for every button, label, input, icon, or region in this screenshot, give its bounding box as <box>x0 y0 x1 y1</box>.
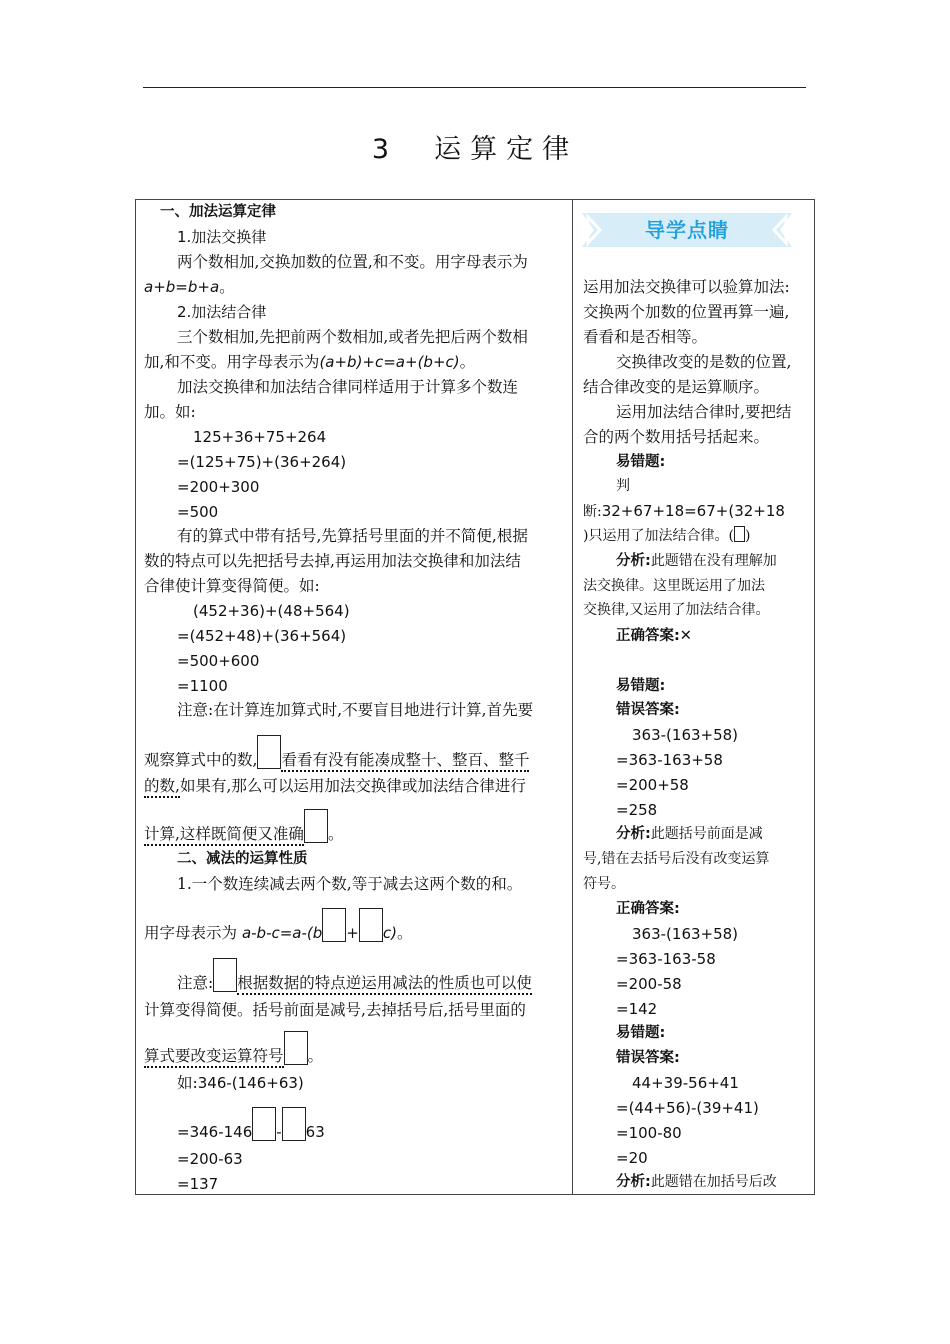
correct-answer-step: 363-(163+58) <box>632 925 739 943</box>
wrong-answer-step: =20 <box>616 1149 648 1167</box>
period: 。 <box>327 825 344 843</box>
commutative-text: 两个数相加,交换加数的位置,和不变。用字母表示为 <box>177 253 528 271</box>
error-label: 易错题: <box>616 678 666 694</box>
correct-answer-step: =363-163-58 <box>616 950 716 968</box>
note1-text-d <box>144 809 343 844</box>
analysis-label: 分析: <box>616 826 651 842</box>
note2-label: 注意: <box>177 974 214 992</box>
calc2-line: =(452+48)+(36+564) <box>177 627 347 645</box>
note1-text-a: 注意:在计算连加算式时,不要盲目地进行计算,首先要 <box>177 701 534 719</box>
subtraction-formula-end: c) <box>382 924 397 942</box>
note2-text-b: 计算变得简便。括号前面是减号,去掉括号后,括号里面的 <box>144 1001 526 1019</box>
header-rule <box>143 87 806 88</box>
error-question <box>583 526 750 546</box>
analysis-text: 符号。 <box>583 876 625 892</box>
error-label: 易错题: <box>616 1025 666 1041</box>
analysis-text: 此题错在加括号后改 <box>650 1174 777 1190</box>
wrong-answer-step: 363-(163+58) <box>632 726 739 744</box>
note1-emphasis: 的数, <box>144 777 180 798</box>
calc1-line: =(125+75)+(36+264) <box>177 453 347 471</box>
period: 。 <box>396 924 413 942</box>
plus-sign: + <box>346 924 359 942</box>
apply-text-a: 加法交换律和加法结合律同样适用于计算多个数连 <box>177 378 519 396</box>
section-heading-addition: 一、加法运算定律 <box>160 204 276 220</box>
blank-box <box>322 908 346 942</box>
associative-text-a: 三个数相加,先把前两个数相加,或者先把后两个数相 <box>177 328 528 346</box>
note1-text-c <box>144 776 526 796</box>
note2-emphasis: 根据数据的特点逆运用减法的性质也可以使 <box>237 974 532 995</box>
associative-formula: (a+b)+c=a+(b+c) <box>319 353 460 371</box>
wrong-answer-step: =363-163+58 <box>616 751 723 769</box>
note1-text-b <box>144 735 529 770</box>
wrong-answer-label: 错误答案: <box>616 1050 680 1066</box>
commutative-formula: a+b=b+a <box>144 278 220 296</box>
calc1-line: =200+300 <box>177 478 260 496</box>
calc2-line: (452+36)+(48+564) <box>193 602 350 620</box>
error-question-expr: 32+67+18=67+(32+18 <box>601 502 785 520</box>
associative-text: 加,和不变。用字母表示为 <box>144 353 320 371</box>
correct-answer-step: =200-58 <box>616 975 682 993</box>
blank-box <box>304 809 328 843</box>
example-line <box>177 1073 304 1093</box>
note2-text-c <box>144 1031 323 1066</box>
answer-box <box>734 526 745 542</box>
error-question-text: 断: <box>583 504 602 520</box>
column-divider <box>572 199 573 1195</box>
period: 。 <box>219 278 235 296</box>
analysis-line <box>616 551 777 571</box>
wrong-answer-step: =258 <box>616 801 658 819</box>
analysis-line <box>616 1172 777 1192</box>
note2-emphasis: 算式要改变运算符号 <box>144 1047 284 1068</box>
subtraction-formula-line <box>144 908 412 943</box>
blank-box <box>257 735 281 769</box>
error-question-text: ) <box>744 528 751 544</box>
wrong-answer-label: 错误答案: <box>616 702 680 718</box>
example-step: =200-63 <box>177 1150 243 1168</box>
tip-text: 结合律改变的是运算顺序。 <box>583 378 770 396</box>
correct-answer-step: =142 <box>616 1000 658 1018</box>
example-step: =137 <box>177 1175 219 1193</box>
example-expression: 346-(146+63) <box>197 1074 304 1092</box>
example-step-text: =346-146 <box>177 1123 253 1141</box>
blank-box <box>282 1107 306 1141</box>
wrong-answer-step: 44+39-56+41 <box>632 1074 739 1092</box>
minus-sign: - <box>276 1123 282 1141</box>
analysis-text: 交换律,又运用了加法结合律。 <box>583 602 770 618</box>
note1-text: 如果有,那么可以运用加法交换律或加法结合律进行 <box>179 777 526 795</box>
guide-badge <box>580 211 794 249</box>
wrong-answer-step: =200+58 <box>616 776 689 794</box>
blank-box <box>252 1107 276 1141</box>
apply-text-b: 加。如: <box>144 403 196 421</box>
commutative-formula-line <box>144 277 235 297</box>
period: 。 <box>459 353 476 371</box>
paren-text-c: 合律使计算变得简便。如: <box>144 577 320 595</box>
error-question: 判 <box>616 478 630 494</box>
blank-box <box>213 958 237 992</box>
wrong-answer-step: =100-80 <box>616 1124 682 1142</box>
tip-text: 交换两个加数的位置再算一遍, <box>583 303 790 321</box>
analysis-line <box>616 824 763 844</box>
paren-text-b: 数的特点可以先把括号去掉,再运用加法交换律和加法结 <box>144 552 521 570</box>
badge-label: 导学点睛 <box>645 218 729 242</box>
period: 。 <box>307 1047 324 1065</box>
correct-answer-label: 正确答案: <box>616 901 680 917</box>
analysis-label: 分析: <box>616 553 651 569</box>
subtraction-rule: 1.一个数连续减去两个数,等于减去这两个数的和。 <box>177 875 523 893</box>
paren-text-a: 有的算式中带有括号,先算括号里面的并不简便,根据 <box>177 527 528 545</box>
subtraction-text: 用字母表示为 <box>144 924 242 942</box>
note1-emphasis: 计算,这样既简便又准确 <box>144 825 304 846</box>
tip-text: 交换律改变的是数的位置, <box>616 353 792 371</box>
error-question-text: )只运用了加法结合律。( <box>583 528 734 544</box>
analysis-text: 此题括号前面是减 <box>650 826 763 842</box>
subtraction-formula: a-b-c=a-(b <box>241 924 323 942</box>
tip-text: 看看和是否相等。 <box>583 328 708 346</box>
wrong-answer-step: =(44+56)-(39+41) <box>616 1099 759 1117</box>
error-question <box>583 501 785 522</box>
calc2-line: =1100 <box>177 677 228 695</box>
correct-answer: 正确答案:✕ <box>616 628 692 644</box>
section-heading-subtraction: 二、减法的运算性质 <box>177 851 308 867</box>
calc1-line: =500 <box>177 503 219 521</box>
calc2-line: =500+600 <box>177 652 260 670</box>
example-step-text: 63 <box>305 1123 325 1141</box>
example-step <box>177 1107 325 1142</box>
analysis-label: 分析: <box>616 1174 651 1190</box>
note1-text: 观察算式中的数, <box>144 751 258 769</box>
note2-text-a <box>177 958 532 993</box>
tip-text: 运用加法结合律时,要把结 <box>616 403 792 421</box>
example-label: 如: <box>177 1074 198 1092</box>
error-label: 易错题: <box>616 454 666 470</box>
tip-text: 合的两个数用括号括起来。 <box>583 428 770 446</box>
analysis-text: 法交换律。这里既运用了加法 <box>583 578 765 594</box>
subheading-commutative: 1.加法交换律 <box>177 228 267 246</box>
calc1-line: 125+36+75+264 <box>193 428 327 446</box>
page-title: 3 运算定律 <box>371 134 579 165</box>
analysis-text: 号,错在去括号后没有改变运算 <box>583 851 770 867</box>
associative-text-b <box>144 352 475 372</box>
tip-text: 运用加法交换律可以验算加法: <box>583 278 790 296</box>
note1-emphasis: 看看有没有能凑成整十、整百、整千 <box>281 751 529 772</box>
analysis-text: 此题错在没有理解加 <box>650 553 777 569</box>
subheading-associative: 2.加法结合律 <box>177 303 267 321</box>
blank-box <box>359 908 383 942</box>
blank-box <box>284 1031 308 1065</box>
